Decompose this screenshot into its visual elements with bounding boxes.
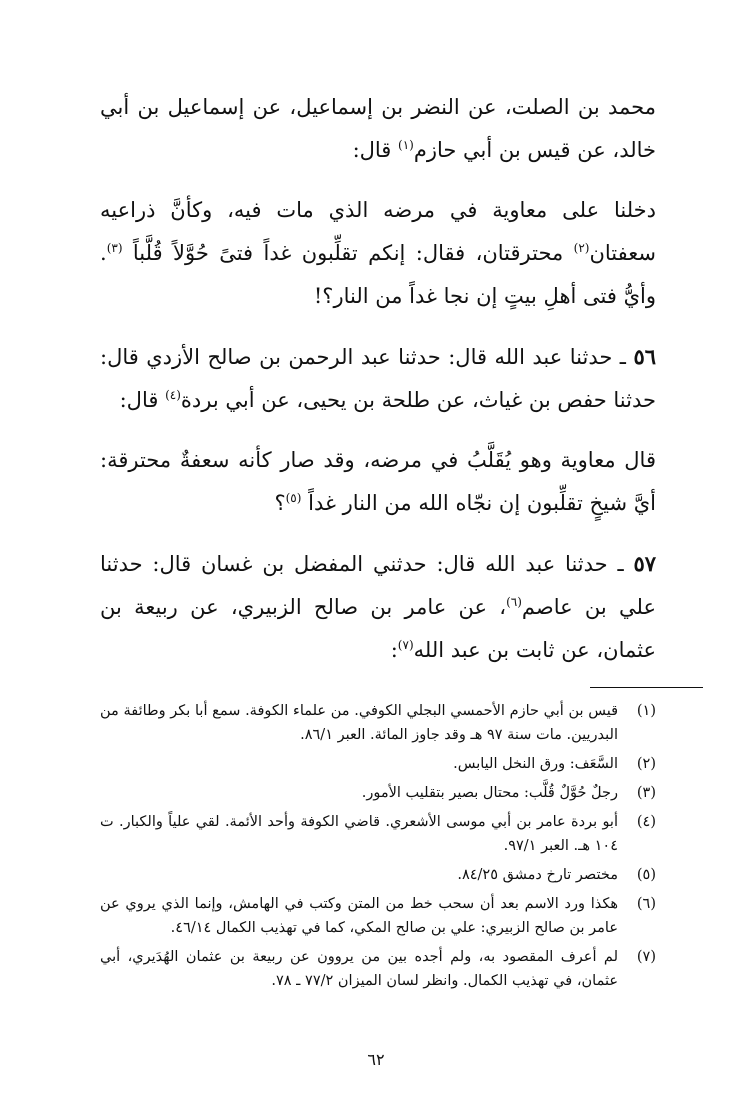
isnad-text-end: قال: (119, 388, 166, 412)
isnad-text-end: قال: (352, 138, 399, 162)
footnote-divider (590, 687, 703, 688)
hadith-56-isnad (100, 335, 656, 422)
isnad-text: محمد بن الصلت، عن النضر بن إسماعيل، عن إسماعيل بن أبي خالد، عن قيس بن أبي حازم (100, 95, 656, 162)
hadith-number: ٥٦ (633, 344, 656, 369)
footnote-text: رجلٌ حُوَّلٌ قُلَّب: محتال بصير بتقليب الأمور. (361, 785, 618, 801)
footnote-ref[interactable]: (٦) (506, 595, 522, 609)
footnote-text: السَّعَف: ورق النخل اليابس. (453, 756, 618, 772)
footnote-text: مختصر تارخ دمشق ٨٤/٢٥. (457, 867, 618, 883)
hadith-56-matn (100, 439, 656, 525)
page-number: ٦٢ (367, 1050, 385, 1069)
main-text (100, 86, 656, 672)
footnote-number: (٢) (636, 756, 656, 772)
footnote-item (100, 945, 656, 993)
matn-text: محترقتان، فقال: إنكم تقلِّبون غداً فتىً حُوَّلاً قُلَّباً (122, 241, 574, 265)
footnote-item (100, 863, 656, 887)
footnote-item (100, 810, 656, 858)
footnote-ref[interactable]: (٥) (285, 491, 302, 505)
isnad-text: ـ حدثنا عبد الله قال: حدثني المفضل بن غسان قال: حدثنا علي بن عاصم (100, 552, 656, 619)
footnote-number: (٤) (636, 814, 656, 830)
isnad-text: ، عن عامر بن صالح الزبيري، عن ربيعة بن عثمان، عن ثابت بن عبد الله (100, 595, 656, 662)
footnotes (100, 699, 656, 998)
footnote-number: (١) (636, 703, 656, 719)
matn-text: . وأيُّ فتى أهلِ بيتٍ إن نجا غداً من النار؟! (100, 241, 656, 308)
footnote-number: (٦) (636, 896, 656, 912)
footnote-ref[interactable]: (٢) (573, 241, 590, 255)
footnote-ref[interactable]: (٣) (106, 241, 123, 255)
footnote-item (100, 892, 656, 940)
footnote-number: (٥) (636, 867, 656, 883)
footnote-number: (٧) (636, 949, 656, 965)
footnote-ref[interactable]: (١) (398, 138, 414, 152)
isnad-text: ـ حدثنا عبد الله قال: حدثنا عبد الرحمن بن صالح الأزدي قال: حدثنا حفص بن غياث، عن طلحة بن يحيى، عن أبي بردة (100, 345, 656, 412)
footnote-ref[interactable]: (٧) (397, 638, 414, 652)
footnote-text: أبو بردة عامر بن أبي موسى الأشعري. قاضي الكوفة وأحد الأئمة. لقي علياً والكبار. ت ١٠٤ هـ. العبر ٩٧/١. (100, 814, 618, 854)
matn-paragraph (100, 189, 656, 318)
footnote-item (100, 752, 656, 776)
matn-text-end: ؟ (274, 491, 286, 515)
footnote-item (100, 699, 656, 747)
footnote-text: لم أعرف المقصود به، ولم أجده بين من يروون عن ربيعة بن عثمان الهُدَيري، أبي عثمان، في تهذيب الكمال. وانظر لسان الميزان ٧٧/٢ ـ ٧٨. (100, 949, 618, 989)
isnad-paragraph (100, 86, 656, 172)
footnote-ref[interactable]: (٤) (165, 388, 181, 402)
hadith-57-isnad (100, 542, 656, 672)
footnote-text: قيس بن أبي حازم الأحمسي البجلي الكوفي. من علماء الكوفة. سمع أبا بكر وطائفة من البدريين. مات سنة ٩٧ هـ وقد جاوز المائة. العبر ٨٦/١. (100, 703, 618, 743)
footnote-text: هكذا ورد الاسم بعد أن سحب خط من المتن وكتب في الهامش، وإنما الذي يروي عن عامر بن صالح الزبيري: علي بن صالح المكي، كما في تهذيب الكمال ٤٦/١٤. (100, 896, 618, 936)
hadith-number: ٥٧ (633, 551, 656, 576)
footnote-number: (٣) (636, 785, 656, 801)
matn-text: دخلنا على معاوية في مرضه الذي مات فيه، وكأنَّ ذراعيه سعفتان (100, 198, 656, 265)
isnad-text-end: : (390, 638, 398, 662)
matn-text: قال معاوية وهو يُقَلَّبُ في مرضه، وقد صار كأنه سعفةٌ محترقة: أيَّ شيخٍ تقلِّبون إن نجّاه الله من النار غداً (100, 448, 656, 515)
footnote-item (100, 781, 656, 805)
